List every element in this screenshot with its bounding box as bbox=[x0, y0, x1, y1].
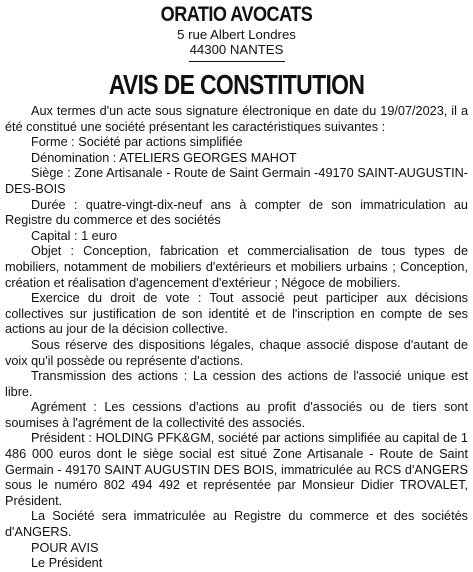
paragraph-pour-avis: POUR AVIS bbox=[31, 540, 99, 555]
paragraph-signature: Le Président bbox=[31, 556, 103, 571]
paragraph-duree: Durée : quatre-vingt-dix-neuf ans à compter de son immatriculation au Registre du commerce et des sociétés bbox=[5, 197, 468, 228]
paragraph-transmission: Transmission des actions : La cession des actions de l'associé unique est libre. bbox=[5, 369, 468, 399]
firm-address-street: 5 rue Albert Londres bbox=[177, 27, 296, 42]
paragraph-vote: Exercice du droit de vote : Tout associé peut participer aux décisions collectives sur justification de son identité et de l'inscription en compte de ses actions au jour de la décision collective. bbox=[5, 291, 468, 337]
paragraph-denomination: Dénomination : ATELIERS GEORGES MAHOT bbox=[31, 150, 297, 165]
paragraph-capital: Capital : 1 euro bbox=[31, 228, 118, 243]
paragraph-siege: Siège : Zone Artisanale - Route de Saint Germain -49170 SAINT-AUGUSTIN-DES-BOIS bbox=[5, 166, 468, 196]
paragraph-objet: Objet : Conception, fabrication et commercialisation de tous types de mobiliers, notamment de mobiliers d'extérieurs et mobiliers urbains ; Conception, création et réalisation d'agencement d'extérieur ; Négoce de mobiliers. bbox=[5, 244, 468, 290]
paragraph-agrement: Agrément : Les cessions d'actions au profit d'associés ou de tiers sont soumises à l'agrément de la collectivité des associés. bbox=[5, 400, 468, 430]
notice-title: AVIS DE CONSTITUTION bbox=[108, 69, 365, 100]
paragraph-forme: Forme : Société par actions simplifiée bbox=[31, 135, 243, 150]
firm-address-city: 44300 NANTES bbox=[189, 42, 284, 57]
paragraph-immatriculation: La Société sera immatriculée au Registre du commerce et des sociétés d'ANGERS. bbox=[5, 509, 468, 540]
firm-name: ORATIO AVOCATS bbox=[160, 3, 313, 26]
paragraph-intro: Aux termes d'un acte sous signature électronique en date du 19/07/2023, il a été constitué une société présentant les caractéristiques suivantes : bbox=[5, 104, 468, 134]
paragraph-voix: Sous réserve des dispositions légales, chaque associé dispose d'autant de voix qu'il possède ou représente d'actions. bbox=[5, 337, 468, 368]
paragraph-president: Président : HOLDING PFK&GM, société par actions simplifiée au capital de 1 486 000 euros dont le siège social est situé Zone Artisanale - Route de Saint Germain - 49170 SAINT AUGUSTIN DES BOIS, immatriculée au RCS d'ANGERS sous le numéro 802 494 492 et représentée par Monsieur Didier TROVALET, Président. bbox=[5, 431, 468, 508]
separator-rule bbox=[189, 61, 285, 62]
